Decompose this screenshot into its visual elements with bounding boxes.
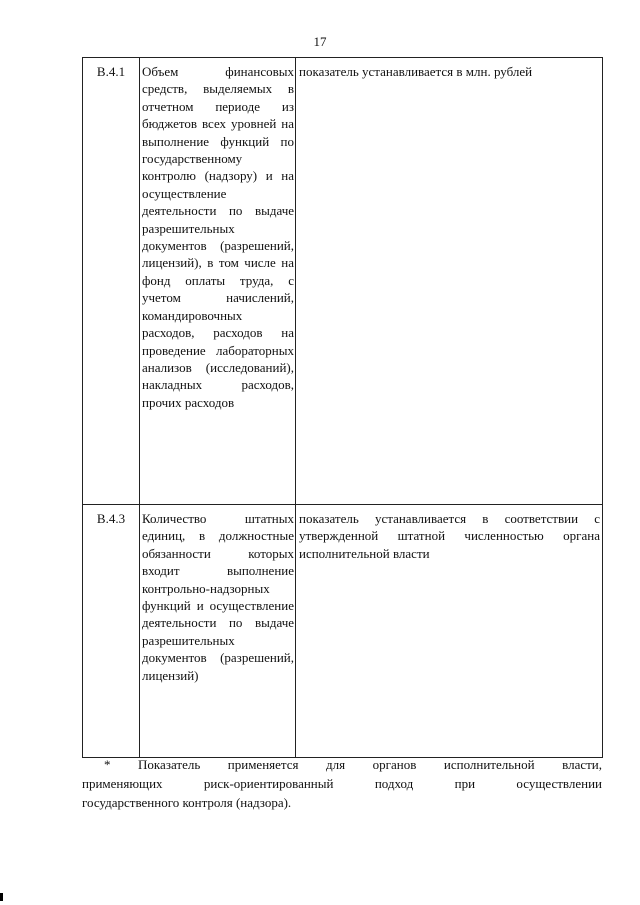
page-number: 17 [313,34,327,49]
row-code: В.4.3 [83,505,140,758]
row-code: В.4.1 [83,58,140,505]
row-description: показатель устанавливается в млн. рублей [296,58,603,505]
indicators-table [82,57,603,758]
scan-edge-mark [0,893,3,901]
row-description: показатель устанавливается в соответствии с утвержденной штатной численностью органа исполнительной власти [296,505,603,758]
footnote-line: применяющих риск-ориентированный подход при осуществлении [82,776,602,791]
footnote-line: государственного контроля (надзора). [82,795,292,810]
table-row [83,505,603,758]
table-row [83,58,603,505]
footnote [82,755,602,812]
row-indicator-name: Количество штатных единиц, в должностные обязанности которых входит выполнение контрольно-надзорных функций и осуществление деятельности по выдаче разрешительных документов (разрешений, лицензий) [140,505,296,758]
footnote-line: * Показатель применяется для органов исполнительной власти, [104,757,602,772]
row-indicator-name: Объем финансовых средств, выделяемых в отчетном периоде из бюджетов всех уровней на выполнение функций по государственному контролю (надзору) и на осуществление деятельности по выдаче разрешительных документов (разрешений, лицензий), в том числе на фонд оплаты труда, с учетом начислений, командировочных расходов, расходов на проведение лабораторных анализов (исследований), накладных расходов, прочих расходов [140,58,296,505]
